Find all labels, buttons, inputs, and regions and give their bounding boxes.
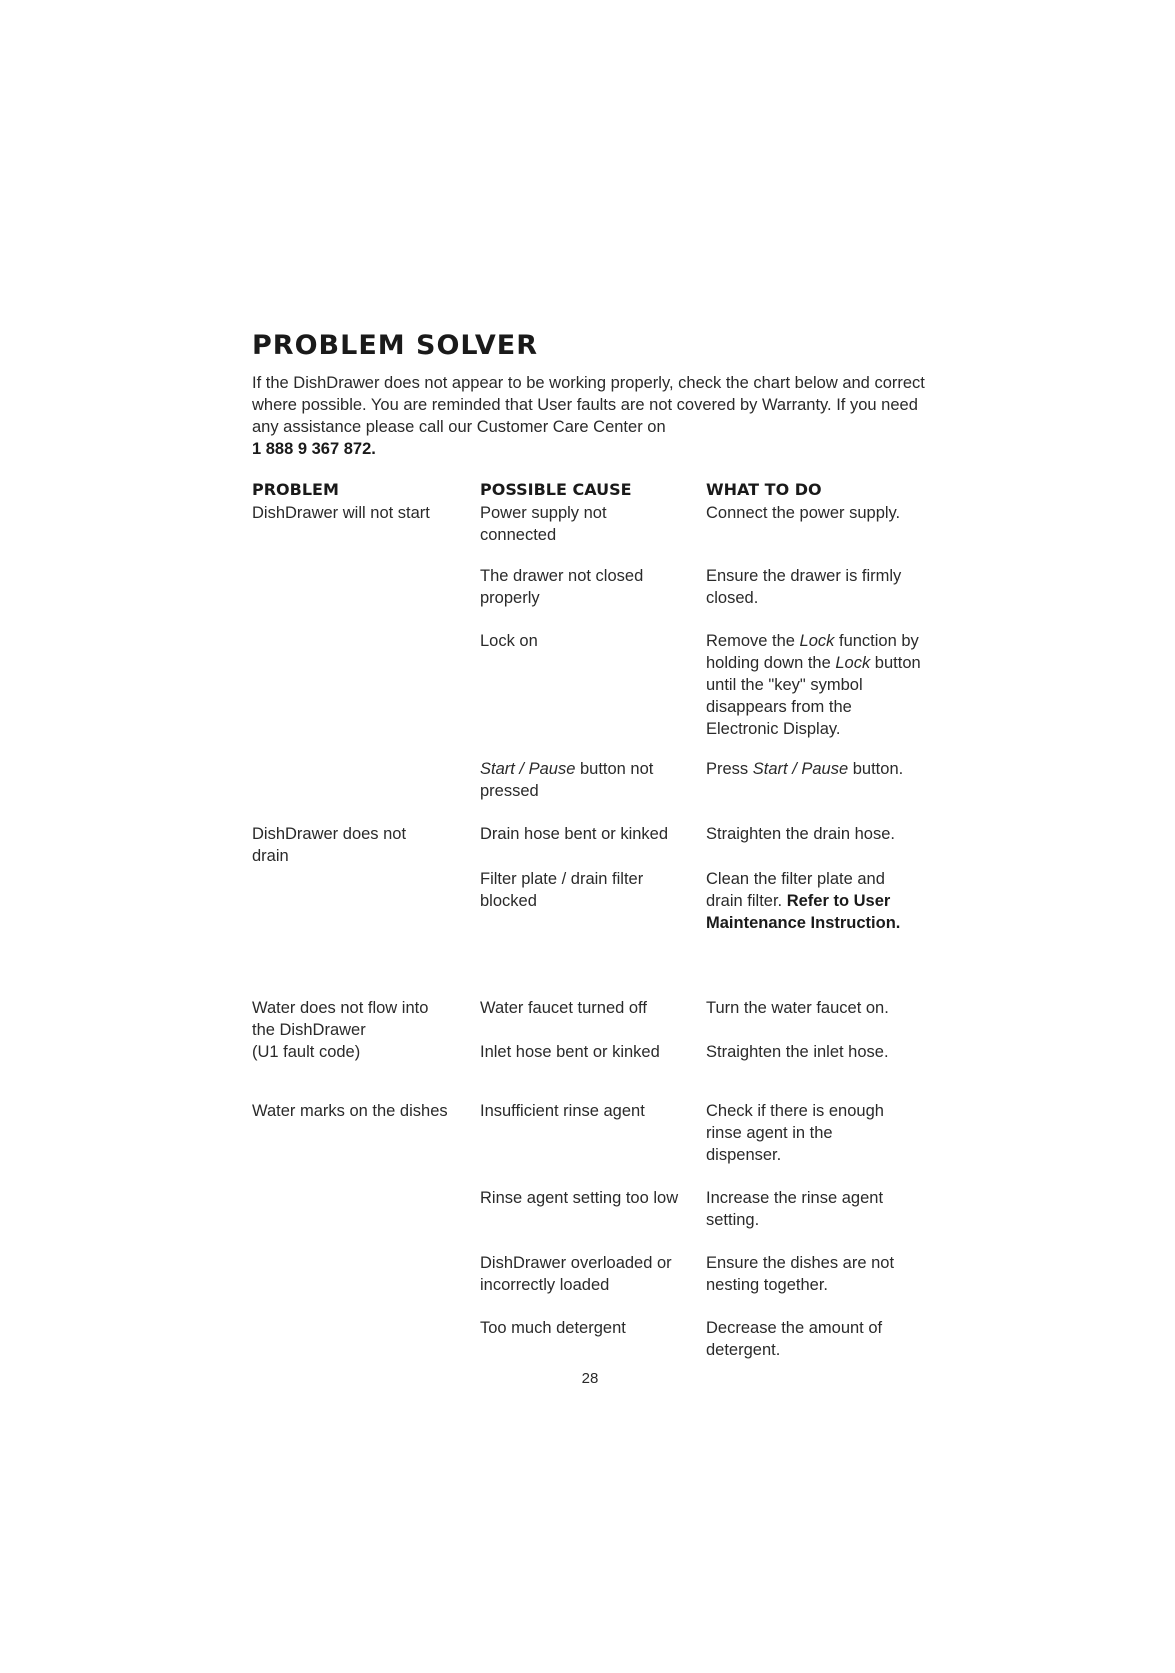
action-close-drawer: Ensure the drawer is firmly closed. <box>706 567 902 607</box>
cause-insufficient-rinse: Insufficient rinse agent <box>480 1102 645 1120</box>
header-problem: PROBLEM <box>252 480 339 499</box>
header-what-to-do: WHAT TO DO <box>706 480 822 499</box>
action-remove-lock-keyword-2: Lock <box>835 654 871 672</box>
cause-faucet-off: Water faucet turned off <box>480 999 647 1017</box>
page-title: PROBLEM SOLVER <box>252 330 539 361</box>
header-possible-cause: POSSIBLE CAUSE <box>480 480 632 499</box>
action-press-keyword: Start / Pause <box>752 760 849 778</box>
cause-drawer-not-closed: The drawer not closed properly <box>480 567 644 607</box>
intro-text: If the DishDrawer does not appear to be working properly, check the chart below and correct where possible. You are reminded that User faults are not covered by Warranty. If you need any assistance please call our Customer Care Center on <box>252 374 925 436</box>
action-press-start-pause <box>706 758 936 780</box>
page-number: 28 <box>581 1370 599 1387</box>
cause-filter-blocked: Filter plate / drain filter blocked <box>480 870 644 910</box>
problem-no-water-flow: Water does not flow into the DishDrawer <box>252 999 429 1039</box>
action-remove-lock-text-3: button until the "key" symbol disappears from the Electronic Display. <box>706 654 921 738</box>
action-remove-lock-text-2: function by holding down the <box>706 632 919 672</box>
action-remove-lock-keyword-1: Lock <box>799 632 835 650</box>
cause-power-supply: Power supply not connected <box>480 504 607 544</box>
problem-fault-code: (U1 fault code) <box>252 1043 361 1061</box>
action-increase-rinse-setting: Increase the rinse agent setting. <box>706 1189 884 1229</box>
action-decrease-detergent: Decrease the amount of detergent. <box>706 1319 883 1359</box>
problem-water-marks: Water marks on the dishes <box>252 1102 448 1120</box>
action-straighten-inlet-hose: Straighten the inlet hose. <box>706 1043 889 1061</box>
cause-too-much-detergent: Too much detergent <box>480 1319 626 1337</box>
action-dishes-not-nesting: Ensure the dishes are not nesting together. <box>706 1254 895 1294</box>
cause-overloaded: DishDrawer overloaded or incorrectly loaded <box>480 1254 672 1294</box>
action-clean-filter-reference: Refer to User Maintenance Instruction. <box>706 892 901 932</box>
cause-start-pause-keyword: Start / Pause <box>480 760 576 778</box>
action-clean-filter <box>706 868 911 934</box>
action-turn-faucet-on: Turn the water faucet on. <box>706 999 889 1017</box>
problem-does-not-drain: DishDrawer does not drain <box>252 825 407 865</box>
cause-drain-hose-kinked: Drain hose bent or kinked <box>480 825 669 843</box>
cause-start-pause-text: button not pressed <box>480 760 654 800</box>
cause-rinse-setting-low: Rinse agent setting too low <box>480 1189 679 1207</box>
action-press-text-1: Press <box>706 760 753 778</box>
action-connect-power: Connect the power supply. <box>706 504 901 522</box>
intro-paragraph <box>252 372 932 460</box>
customer-care-phone: 1 888 9 367 872. <box>252 440 376 458</box>
problem-will-not-start: DishDrawer will not start <box>252 504 430 522</box>
action-straighten-drain-hose: Straighten the drain hose. <box>706 825 895 843</box>
action-remove-lock <box>706 630 928 740</box>
cause-start-pause-not-pressed <box>480 758 680 802</box>
action-remove-lock-text-1: Remove the <box>706 632 800 650</box>
action-clean-filter-text: Clean the filter plate and drain filter. <box>706 870 885 910</box>
action-press-text-2: button. <box>848 760 904 778</box>
action-check-rinse-agent: Check if there is enough rinse agent in the dispenser. <box>706 1102 884 1164</box>
cause-lock-on: Lock on <box>480 632 538 650</box>
cause-inlet-hose-kinked: Inlet hose bent or kinked <box>480 1043 660 1061</box>
